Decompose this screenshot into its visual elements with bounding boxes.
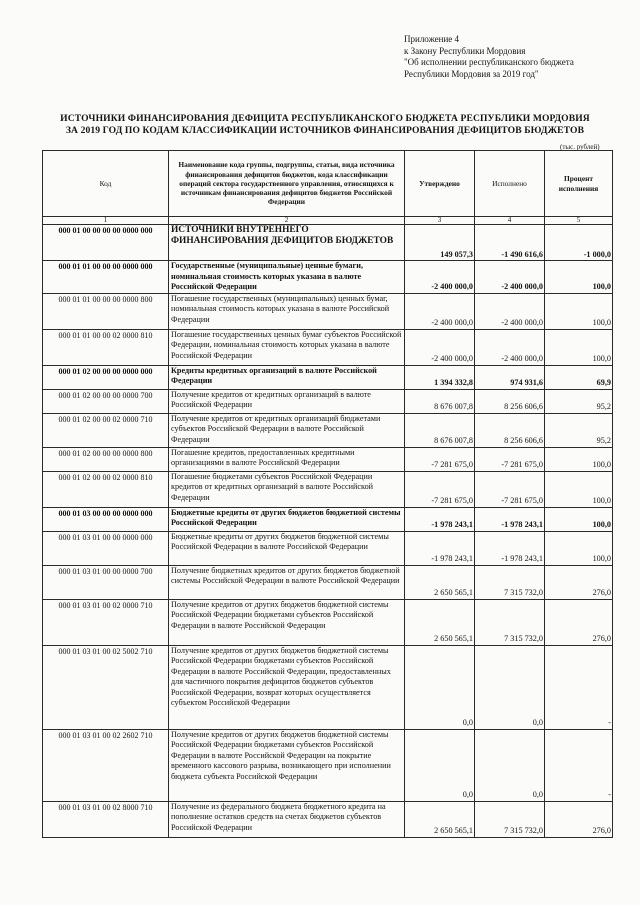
- row-code: 000 01 03 01 00 02 0000 710: [43, 599, 169, 645]
- row-percent: 100,0: [545, 507, 613, 531]
- row-name: Получение бюджетных кредитов от других бюджетов бюджетной системы Российской Федерации в валюте Российской Федерации: [169, 565, 405, 599]
- appendix-line-4: Республики Мордовия за 2019 год": [404, 68, 539, 79]
- row-code: 000 01 02 00 00 00 0000 700: [43, 389, 169, 413]
- row-approved: -2 400 000,0: [405, 293, 475, 329]
- row-code: 000 01 02 00 00 02 0000 810: [43, 471, 169, 507]
- row-code: 000 01 02 00 00 02 0000 710: [43, 413, 169, 447]
- row-percent: 276,0: [545, 801, 613, 837]
- row-executed: 8 256 606,6: [475, 413, 545, 447]
- row-code: 000 01 03 01 00 02 5002 710: [43, 645, 169, 729]
- row-approved: 2 650 565,1: [405, 599, 475, 645]
- table-row: [43, 365, 613, 389]
- row-approved: -7 281 675,0: [405, 447, 475, 471]
- row-name: Погашение кредитов, предоставленных кредитными организациями в валюте Российской Федерации: [169, 447, 405, 471]
- appendix-note: [404, 34, 574, 80]
- row-percent: 100,0: [545, 261, 613, 294]
- row-executed: 974 931,6: [475, 365, 545, 389]
- row-name: Получение кредитов от других бюджетов бюджетной системы Российской Федерации бюджетами субъектов Российской Федерации в валюте Российской Федерации: [169, 599, 405, 645]
- row-code: 000 01 03 00 00 00 0000 000: [43, 507, 169, 531]
- row-executed: -7 281 675,0: [475, 471, 545, 507]
- row-percent: 276,0: [545, 565, 613, 599]
- row-percent: 100,0: [545, 531, 613, 565]
- table-row: [43, 447, 613, 471]
- column-number: 1: [43, 217, 169, 225]
- row-code: 000 01 01 00 00 00 0000 000: [43, 261, 169, 294]
- header-code: Код: [43, 151, 169, 217]
- row-executed: -7 281 675,0: [475, 447, 545, 471]
- row-approved: -1 978 243,1: [405, 531, 475, 565]
- row-executed: -2 400 000,0: [475, 293, 545, 329]
- row-code: 000 01 03 01 00 02 8000 710: [43, 801, 169, 837]
- table-row: [43, 565, 613, 599]
- row-percent: 100,0: [545, 329, 613, 365]
- row-name: Погашение бюджетами субъектов Российской Федерации кредитов от кредитных организаций в валюте Российской Федерации: [169, 471, 405, 507]
- table-row: [43, 599, 613, 645]
- appendix-line-2: к Закону Республики Мордовия: [404, 45, 526, 56]
- header-approved: Утверждено: [405, 151, 475, 217]
- row-name: Получение кредитов от других бюджетов бюджетной системы Российской Федерации бюджетами субъектов Российской Федерации в валюте Российской Федерации, предоставленных для частичного покрытия дефицитов бюджетов субъектов Российской Федерации, возврат которых осуществляется субъектом Российской Федерации: [169, 645, 405, 729]
- column-number: 2: [169, 217, 405, 225]
- table-row: [43, 801, 613, 837]
- row-approved: 0,0: [405, 645, 475, 729]
- table-row: [43, 389, 613, 413]
- table-row: [43, 413, 613, 447]
- row-executed: -1 978 243,1: [475, 507, 545, 531]
- financing-sources-table: [42, 150, 613, 838]
- row-percent: 95,2: [545, 389, 613, 413]
- row-code: 000 01 03 01 00 02 2602 710: [43, 729, 169, 801]
- row-executed: -2 400 000,0: [475, 329, 545, 365]
- row-approved: -7 281 675,0: [405, 471, 475, 507]
- title-line-2: ЗА 2019 ГОД ПО КОДАМ КЛАССИФИКАЦИИ ИСТОЧНИКОВ ФИНАНСИРОВАНИЯ ДЕФИЦИТОВ БЮДЖЕТОВ: [65, 125, 585, 136]
- table-row: [43, 225, 613, 261]
- row-code: 000 01 03 01 00 00 0000 000: [43, 531, 169, 565]
- row-name: Погашение государственных ценных бумаг субъектов Российской Федерации, номинальная стоимость которых указана в валюте Российской Федерации: [169, 329, 405, 365]
- table-row: [43, 471, 613, 507]
- row-approved: 1 394 332,8: [405, 365, 475, 389]
- column-number: 3: [405, 217, 475, 225]
- row-percent: -: [545, 729, 613, 801]
- header-percent: Процент исполнения: [545, 151, 613, 217]
- table-row: [43, 531, 613, 565]
- appendix-line-3: "Об исполнении республиканского бюджета: [404, 57, 574, 67]
- row-code: 000 01 02 00 00 00 0000 800: [43, 447, 169, 471]
- table-row: [43, 729, 613, 801]
- row-code: 000 01 01 00 00 02 0000 810: [43, 329, 169, 365]
- title-line-1: ИСТОЧНИКИ ФИНАНСИРОВАНИЯ ДЕФИЦИТА РЕСПУБЛИКАНСКОГО БЮДЖЕТА РЕСПУБЛИКИ МОРДОВИЯ: [60, 113, 590, 124]
- column-number: 4: [475, 217, 545, 225]
- row-percent: 100,0: [545, 293, 613, 329]
- row-code: 000 01 03 01 00 00 0000 700: [43, 565, 169, 599]
- row-approved: 8 676 007,8: [405, 389, 475, 413]
- row-name: Государственные (муниципальные) ценные бумаги, номинальная стоимость которых указана в валюте Российской Федерации: [169, 261, 405, 294]
- row-approved: 2 650 565,1: [405, 801, 475, 837]
- row-approved: 0,0: [405, 729, 475, 801]
- row-code: 000 01 01 00 00 00 0000 800: [43, 293, 169, 329]
- row-executed: 0,0: [475, 729, 545, 801]
- row-approved: -2 400 000,0: [405, 329, 475, 365]
- table-row: [43, 329, 613, 365]
- row-executed: 8 256 606,6: [475, 389, 545, 413]
- row-percent: -: [545, 645, 613, 729]
- row-name: Получение кредитов от кредитных организаций в валюте Российской Федерации: [169, 389, 405, 413]
- row-executed: 0,0: [475, 645, 545, 729]
- row-executed: -1 490 616,6: [475, 225, 545, 261]
- column-numbers-row: [43, 217, 613, 225]
- row-approved: 149 057,3: [405, 225, 475, 261]
- table-row: [43, 645, 613, 729]
- row-name: Получение кредитов от других бюджетов бюджетной системы Российской Федерации бюджетами субъектов Российской Федерации в валюте Российской Федерации на покрытие временного кассового разрыва, возникающего при исполнении бюджета субъекта Российской Федерации: [169, 729, 405, 801]
- row-percent: 100,0: [545, 447, 613, 471]
- row-percent: 100,0: [545, 471, 613, 507]
- row-executed: -2 400 000,0: [475, 261, 545, 294]
- column-number: 5: [545, 217, 613, 225]
- row-name: Кредиты кредитных организаций в валюте Российской Федерации: [169, 365, 405, 389]
- row-name: ИСТОЧНИКИ ВНУТРЕННЕГО ФИНАНСИРОВАНИЯ ДЕФИЦИТОВ БЮДЖЕТОВ: [169, 225, 405, 261]
- row-percent: 69,9: [545, 365, 613, 389]
- row-name: Бюджетные кредиты от других бюджетов бюджетной системы Российской Федерации в валюте Российской Федерации: [169, 531, 405, 565]
- row-executed: 7 315 732,0: [475, 565, 545, 599]
- row-executed: -1 978 243,1: [475, 531, 545, 565]
- row-percent: 276,0: [545, 599, 613, 645]
- row-name: Получение из федерального бюджета бюджетного кредита на пополнение остатков средств на счетах бюджетов субъектов Российской Федерации: [169, 801, 405, 837]
- header-name: Наименование кода группы, подгруппы, статьи, вида источника финансирования дефицитов бюджетов, кода классификации операций сектора государственного управления, относящихся к источникам финансирования дефицитов бюджетов Российской Федерации: [169, 151, 405, 217]
- units-note: (тыс. рублей): [560, 143, 600, 151]
- document-title: [60, 113, 590, 137]
- appendix-line-1: Приложение 4: [404, 34, 460, 44]
- table-row: [43, 261, 613, 294]
- row-name: Бюджетные кредиты от других бюджетов бюджетной системы Российской Федерации: [169, 507, 405, 531]
- row-executed: 7 315 732,0: [475, 801, 545, 837]
- row-name: Получение кредитов от кредитных организаций бюджетами субъектов Российской Федерации в валюте Российской Федерации: [169, 413, 405, 447]
- table-row: [43, 293, 613, 329]
- row-name: Погашение государственных (муниципальных) ценных бумаг, номинальная стоимость которых указана в валюте Российской Федерации: [169, 293, 405, 329]
- row-approved: -1 978 243,1: [405, 507, 475, 531]
- row-percent: -1 000,0: [545, 225, 613, 261]
- header-executed: Исполнено: [475, 151, 545, 217]
- row-approved: -2 400 000,0: [405, 261, 475, 294]
- row-code: 000 01 02 00 00 00 0000 000: [43, 365, 169, 389]
- row-percent: 95,2: [545, 413, 613, 447]
- row-approved: 8 676 007,8: [405, 413, 475, 447]
- table-header-row: [43, 151, 613, 217]
- table-row: [43, 507, 613, 531]
- row-approved: 2 650 565,1: [405, 565, 475, 599]
- row-code: 000 01 00 00 00 00 0000 000: [43, 225, 169, 261]
- row-executed: 7 315 732,0: [475, 599, 545, 645]
